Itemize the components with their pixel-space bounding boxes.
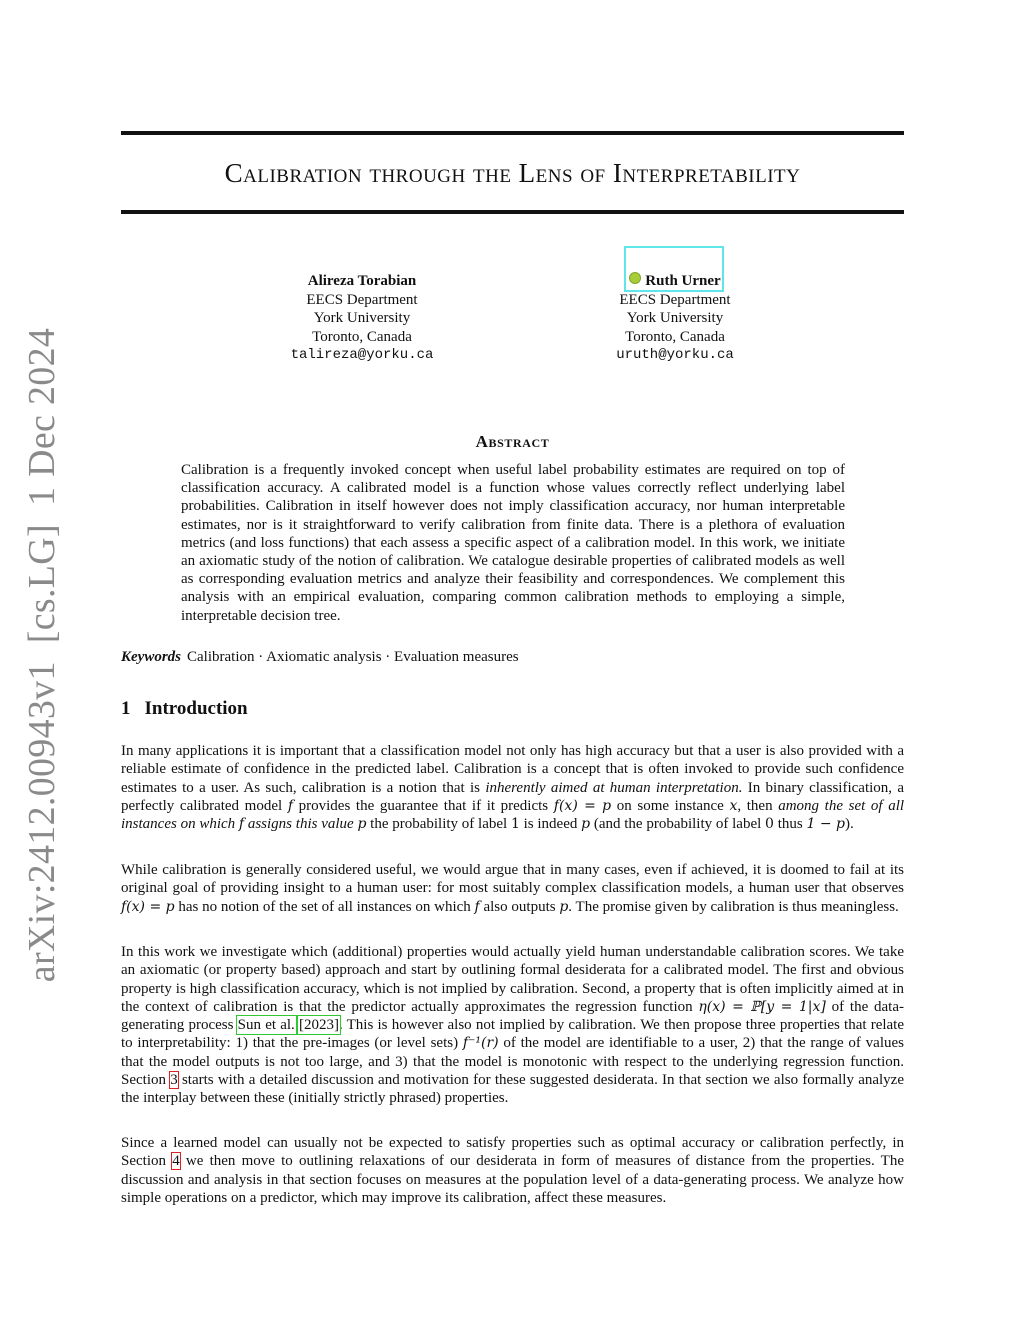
text-run: In this work we investigate which (additional) properties would actually yield human understandable calibration scores. We take an axiomatic (or property based) approach and start by outlining formal desiderata for a calibrated model. The first and obvious property is high classification accuracy, which is not implied by calibration. Second, a property that is often implicitly aimed at in the context of calibration is that the predictor actually approximates the regression function <box>121 944 904 1015</box>
text-run: While calibration is generally considered useful, we would argue that in many cases, even if achieved, it is doomed to fail at its original goal of providing insight to a human user: for most suitably complex classification models, a human user that observes <box>121 862 904 897</box>
citation-year-link[interactable]: [2023] <box>298 1017 339 1034</box>
math-inline: 0 <box>765 816 774 833</box>
math-inline: f <box>474 898 480 915</box>
text-run: , then <box>737 797 779 814</box>
text-run: provides the guarantee that if it predicts <box>293 797 554 814</box>
title-bottom-rule <box>121 210 904 214</box>
text-run: of the data-generating process <box>121 998 904 1034</box>
section-title: Introduction <box>144 698 248 719</box>
math-inline: f(x) = p <box>553 797 612 814</box>
author-name <box>555 272 795 291</box>
abstract-heading: Abstract <box>475 432 550 451</box>
author-department: EECS Department <box>306 291 418 308</box>
paper-title: Calibration through the Lens of Interpretability <box>224 158 801 188</box>
arxiv-date: 1 Dec 2024 <box>21 327 63 506</box>
keywords-label: Keywords <box>121 649 181 665</box>
math-inline: f <box>238 816 245 833</box>
emphasis-text: inherently aimed at human interpretation. <box>485 779 743 796</box>
author-department: EECS Department <box>619 291 731 308</box>
text-run: also outputs <box>479 898 560 915</box>
emphasis-text: assigns this value <box>247 816 354 833</box>
text-run: thus <box>773 816 807 833</box>
text-run: . The promise given by calibration is thus meaningless. <box>568 898 899 915</box>
text-run: (and the probability of label <box>590 816 766 833</box>
author-location: Toronto, Canada <box>625 328 725 345</box>
arxiv-stamp[interactable] <box>20 319 64 991</box>
author-university: York University <box>313 310 411 326</box>
intro-paragraph-2 <box>121 861 904 916</box>
author-location: Toronto, Canada <box>312 328 412 345</box>
text-run: we then move to outlining relaxations of our desiderata in form of measures of distance from the properties. The discussion and analysis in that section focuses on measures at the population level of a data-generating process. We analyze how simple operations on a predictor, which may improve its calibration, affect these measures. <box>121 1153 904 1206</box>
author-block-2 <box>555 272 795 365</box>
text-run: In binary classification, a perfectly calibrated model <box>121 779 904 814</box>
author-email[interactable]: uruth@yorku.ca <box>616 347 734 363</box>
intro-paragraph-1 <box>121 742 904 833</box>
abstract-text: Calibration is a frequently invoked concept when useful label probability estimates are required on top of classification accuracy. A calibrated model is a function whose values correctly reflect underlying label probabilities. Calibration in itself however does not imply classification accuracy, nor human interpretable estimates, nor is it straightforward to verify calibration from finite data. There is a plethora of evaluation metrics (and loss functions) that each assess a specific aspect of a calibration model. In this work, we initiate an axiomatic study of the notion of calibration. We catalogue desirable properties of calibrated models as well as corresponding evaluation metrics and analyze their feasibility and correspondences. We complement this analysis with an empirical evaluation, comparing common calibration methods to employing a simple, interpretable decision tree. <box>181 462 845 624</box>
section-ref-link[interactable]: 3 <box>170 1072 178 1089</box>
author-university: York University <box>626 310 724 326</box>
math-inline: x <box>729 797 738 814</box>
arxiv-id[interactable]: arXiv:2412.00943v1 <box>21 661 63 983</box>
math-inline: f <box>287 797 293 814</box>
section-heading <box>121 698 248 720</box>
math-inline: 1 <box>510 816 520 833</box>
author-name-text: Ruth Urner <box>645 273 721 289</box>
text-run: the probability of label <box>366 816 511 833</box>
text-run: Since a learned model can usually not be expected to satisfy properties such as optimal accuracy or calibration perfectly, in Section <box>121 1135 904 1170</box>
section-number: 1 <box>121 698 131 719</box>
math-inline: p <box>559 898 569 915</box>
author-name: Alireza Torabian <box>307 273 417 289</box>
author-block-1 <box>242 272 482 365</box>
text-run: has no notion of the set of all instances on which <box>174 898 475 915</box>
text-run: on some instance <box>611 797 730 814</box>
intro-paragraph-4 <box>121 1134 904 1207</box>
text-run: starts with a detailed discussion and motivation for these suggested desiderata. In that section we also formally analyze the interplay between these (initially strictly phrased) properties. <box>121 1072 904 1107</box>
author-email[interactable]: talireza@yorku.ca <box>290 347 434 363</box>
section-ref-link[interactable]: 4 <box>172 1153 180 1170</box>
orcid-icon[interactable] <box>629 272 641 284</box>
keywords-text: Calibration · Axiomatic analysis · Evaluation measures <box>187 649 519 665</box>
math-inline: f⁻¹(r) <box>462 1035 499 1052</box>
math-inline: p <box>581 816 591 833</box>
text-run: . This is however also not implied by calibration. We then propose three properties that relate to interpretability: 1) that the pre-images (or level sets) <box>121 1017 905 1052</box>
math-inline: p <box>357 816 367 833</box>
citation-link[interactable]: Sun et al. <box>237 1017 295 1034</box>
text-run: In many applications it is important that a classification model not only has high accuracy but that a user is also provided with a reliable estimate of confidence in the predicted label. Calibration is a concept that is often invoked to provide such confidence estimates to a user. As such, calibration is a notion that is <box>121 743 904 796</box>
arxiv-category: [cs.LG] <box>21 523 63 644</box>
intro-paragraph-3 <box>121 943 904 1108</box>
math-inline: 1 − p <box>806 816 845 833</box>
text-run: is indeed <box>519 816 582 833</box>
text-run: of the model are identifiable to a user, 2) that the range of values that the model outputs is not too large, and 3) that the model is monotonic with respect to the underlying regression function. Section <box>121 1035 904 1089</box>
title-top-rule <box>121 131 904 135</box>
math-inline: f(x) = p <box>121 898 175 915</box>
math-inline: η(x) = ℙ[y = 1|x] <box>698 998 826 1015</box>
text-run: ). <box>844 816 854 833</box>
keywords-line <box>121 649 519 666</box>
emphasis-text: among the set of all instances on which <box>121 797 905 833</box>
